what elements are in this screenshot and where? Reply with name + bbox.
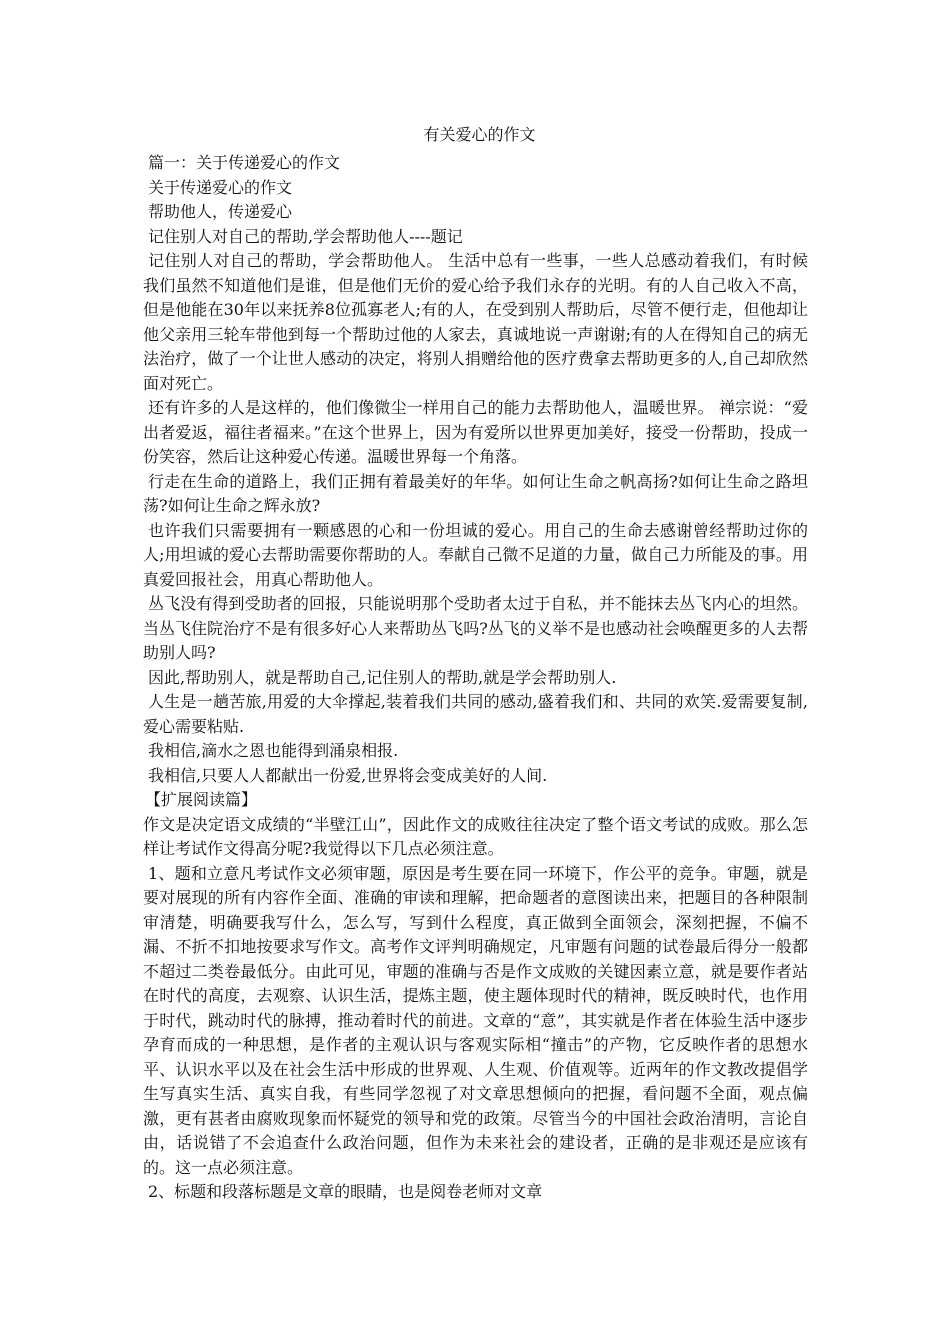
document-title: 有关爱心的作文	[423, 125, 536, 144]
paragraph-body: 因此,帮助别人，就是帮助自己,记住别人的帮助,就是学会帮助别人.	[148, 667, 617, 687]
paragraph-body: 也许我们只需要拥有一颗感恩的心和一份坦诚的爱心。用自己的生命去感谢曾经帮助过你的人;用坦诚的爱心去帮助需要你帮助的人。奉献自己微不足道的力量，做自己力所能及的事。用真爱回报社会，用真心帮助他人。	[143, 520, 808, 589]
paragraph-subtitle: 关于传递爱心的作文	[148, 177, 293, 197]
paragraph-body: 记住别人对自己的帮助，学会帮助他人。 生活中总有一些事，一些人总感动着我们，有时候我们虽然不知道他们是谁，但是他们无价的爱心给予我们永存的光明。有的人自己收入不高，但是他能在30年以来抚养8位孤寡老人;有的人，在受到别人帮助后，尽管不便行走，但他却让他父亲用三轮车带他到每一个帮助过他的人家去，真诚地说一声谢谢;有的人在得知自己的病无法治疗，做了一个让世人感动的决定，将别人捐赠给他的医疗费拿去帮助更多的人,自己却欣然面对死亡。	[143, 251, 808, 393]
extended-paragraph: 作文是决定语文成绩的“半壁江山”，因此作文的成败往往决定了整个语文考试的成败。那么怎样让考试作文得高分呢?我觉得以下几点必须注意。	[143, 814, 808, 858]
paragraph-body: 我相信,只要人人都献出一份爱,世界将会变成美好的人间.	[148, 765, 548, 785]
extended-paragraph: 1、题和立意凡考试作文必须审题，原因是考生要在同一环境下，作公平的竞争。审题，就是要对展现的所有内容作全面、准确的审读和理解，把命题者的意图读出来，把题目的各种限制审清楚，明确要我写什么，怎么写，写到什么程度，真正做到全面领会，深刻把握，不偏不漏、不折不扣地按要求写作文。高考作文评判明确规定，凡审题有问题的试卷最后得分一般都不超过二类卷最低分。由此可见，审题的准确与否是作文成败的关键因素立意，就是要作者站在时代的高度，去观察、认识生活，提炼主题，使主题体现时代的精神，既反映时代，也作用于时代，跳动时代的脉搏，推动着时代的前进。文章的“意”，其实就是作者在体验生活中逐步孕育而成的一种思想，是作者的主观认识与客观实际相“撞击”的产物，它反映作者的思想水平、认识水平以及在社会生活中形成的世界观、人生观、价值观等。近两年的作文教改提倡学生写真实生活、真实自我，有些同学忽视了对文章思想倾向的把握，看问题不全面，观点偏激，更有甚者由腐败现象而怀疑党的领导和党的政策。尽管当今的中国社会政治清明，言论自由，话说错了不会追查什么政治问题，但作为未来社会的建设者，正确的是非观还是应该有的。这一点必须注意。	[143, 863, 808, 1177]
paragraph-body: 人生是一趟苦旅,用爱的大伞撑起,装着我们共同的感动,盛着我们和、共同的欢笑.爱需要复制,爱心需要粘贴.	[143, 692, 808, 736]
paragraph-body: 还有许多的人是这样的，他们像微尘一样用自己的能力去帮助他人，温暖世界。 禅宗说：“爱出者爱返，福往者福来。”在这个世界上，因为有爱所以世界更加美好，接受一份帮助，投成一份笑容，然后让这种爱心传递。温暖世界每一个角落。	[143, 398, 808, 466]
extended-reading-header: 【扩展阅读篇】	[145, 790, 258, 809]
document-page	[143, 124, 808, 1205]
paragraph-essay-title: 帮助他人，传递爱心	[148, 202, 293, 221]
paragraph-body: 行走在生命的道路上，我们正拥有着最美好的年华。如何让生命之帆高扬?如何让生命之路坦荡?如何让生命之辉永放?	[143, 471, 808, 515]
paragraph-epigraph: 记住别人对自己的帮助,学会帮助他人----题记	[148, 226, 463, 246]
extended-paragraph: 2、标题和段落标题是文章的眼睛，也是阅卷老师对文章	[148, 1182, 543, 1201]
paragraph-body: 丛飞没有得到受助者的回报，只能说明那个受助者太过于自私，并不能抹去丛飞内心的坦然。当丛飞住院治疗不是有很多好心人来帮助丛飞吗?丛飞的义举不是也感动社会唤醒更多的人去帮助别人吗?	[143, 594, 808, 662]
paragraph-section-heading: 篇一：关于传递爱心的作文	[148, 153, 341, 172]
paragraph-body: 我相信,滴水之恩也能得到涌泉相报.	[148, 741, 399, 760]
